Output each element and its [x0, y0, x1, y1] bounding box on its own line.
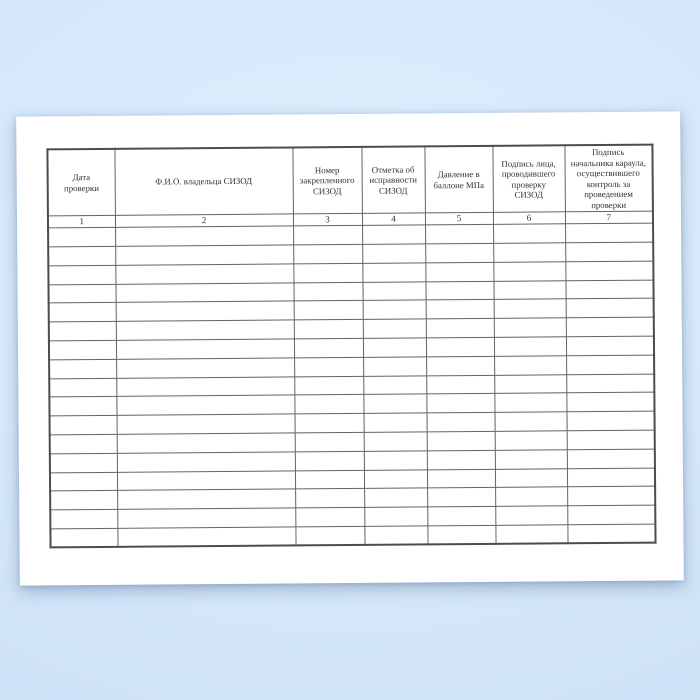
- empty-cell: [117, 471, 295, 491]
- empty-cell: [364, 451, 427, 470]
- empty-cell: [495, 487, 567, 506]
- empty-cell: [294, 376, 363, 395]
- empty-cell: [495, 450, 567, 469]
- empty-cell: [427, 413, 495, 432]
- empty-cell: [425, 281, 493, 300]
- empty-cell: [50, 453, 117, 472]
- empty-cell: [567, 487, 655, 506]
- empty-cell: [294, 357, 363, 376]
- empty-cell: [567, 505, 655, 524]
- empty-cell: [293, 244, 362, 263]
- empty-cell: [50, 416, 117, 435]
- empty-cell: [427, 507, 495, 526]
- empty-cell: [495, 506, 567, 525]
- empty-cell: [425, 243, 493, 262]
- empty-cell: [115, 226, 293, 246]
- empty-cell: [495, 431, 567, 450]
- inspection-log-table: [46, 144, 656, 549]
- empty-cell: [117, 414, 295, 434]
- empty-cell: [295, 508, 364, 527]
- table-row: [50, 524, 655, 548]
- empty-cell: [567, 468, 655, 487]
- empty-cell: [425, 225, 493, 244]
- empty-cell: [494, 393, 566, 412]
- column-number-6: 6: [493, 212, 565, 225]
- empty-cell: [293, 226, 362, 245]
- empty-cell: [364, 432, 427, 451]
- empty-cell: [495, 468, 567, 487]
- column-header-6: Подпись лица, проводившего проверку СИЗОД: [492, 145, 565, 212]
- empty-cell: [49, 397, 116, 416]
- empty-cell: [295, 526, 364, 545]
- empty-cell: [363, 300, 426, 319]
- empty-cell: [426, 375, 494, 394]
- column-header-3: Номер закрепленного СИЗОД: [292, 147, 362, 214]
- empty-cell: [116, 339, 294, 359]
- empty-cell: [116, 301, 294, 321]
- empty-cell: [49, 322, 116, 341]
- log-table-body: [48, 223, 655, 547]
- empty-cell: [295, 489, 364, 508]
- empty-cell: [50, 510, 117, 529]
- empty-cell: [426, 356, 494, 375]
- empty-cell: [295, 451, 364, 470]
- empty-cell: [494, 299, 566, 318]
- empty-cell: [294, 301, 363, 320]
- empty-cell: [49, 359, 116, 378]
- empty-cell: [294, 395, 363, 414]
- empty-cell: [49, 303, 116, 322]
- empty-cell: [117, 527, 295, 547]
- empty-cell: [295, 432, 364, 451]
- empty-cell: [362, 225, 425, 244]
- empty-cell: [427, 431, 495, 450]
- empty-cell: [50, 528, 117, 547]
- column-number-3: 3: [293, 214, 362, 227]
- empty-cell: [294, 338, 363, 357]
- empty-cell: [566, 336, 654, 355]
- empty-cell: [565, 223, 653, 242]
- empty-cell: [49, 340, 116, 359]
- column-header-7: Подпись начальника караула, осуществившего контроль за проведением проверки: [564, 145, 653, 212]
- column-number-4: 4: [362, 213, 425, 225]
- column-number-7: 7: [565, 211, 653, 224]
- empty-cell: [364, 488, 427, 507]
- empty-cell: [49, 378, 116, 397]
- empty-cell: [117, 508, 295, 528]
- column-header-1: Дата проверки: [47, 149, 115, 216]
- empty-cell: [566, 317, 654, 336]
- empty-cell: [116, 395, 294, 415]
- empty-cell: [293, 263, 362, 282]
- empty-cell: [363, 319, 426, 338]
- empty-cell: [48, 246, 115, 265]
- empty-cell: [494, 337, 566, 356]
- empty-cell: [566, 299, 654, 318]
- empty-cell: [364, 507, 427, 526]
- empty-cell: [493, 262, 565, 281]
- empty-cell: [495, 525, 567, 544]
- empty-cell: [567, 524, 655, 543]
- column-number-5: 5: [425, 213, 493, 226]
- empty-cell: [362, 244, 425, 263]
- empty-cell: [116, 320, 294, 340]
- empty-cell: [363, 338, 426, 357]
- empty-cell: [295, 470, 364, 489]
- empty-cell: [494, 318, 566, 337]
- column-number-2: 2: [115, 214, 293, 227]
- empty-cell: [117, 433, 295, 453]
- empty-cell: [48, 265, 115, 284]
- empty-cell: [116, 358, 294, 378]
- empty-cell: [364, 526, 427, 545]
- empty-cell: [117, 452, 295, 472]
- empty-cell: [363, 394, 426, 413]
- column-header-2: Ф.И.О. владельца СИЗОД: [114, 147, 293, 215]
- empty-cell: [117, 489, 295, 509]
- header-label-row: [47, 145, 653, 217]
- column-header-5: Давление в баллоне МПа: [424, 146, 493, 213]
- empty-cell: [565, 280, 653, 299]
- empty-cell: [494, 374, 566, 393]
- column-header-4: Отметка об исправности СИЗОД: [361, 146, 425, 213]
- empty-cell: [48, 228, 115, 247]
- empty-cell: [566, 374, 654, 393]
- empty-cell: [567, 449, 655, 468]
- empty-cell: [493, 224, 565, 243]
- empty-cell: [427, 525, 495, 544]
- empty-cell: [427, 488, 495, 507]
- empty-cell: [494, 356, 566, 375]
- empty-cell: [426, 394, 494, 413]
- empty-cell: [115, 245, 293, 265]
- empty-cell: [363, 357, 426, 376]
- empty-cell: [427, 450, 495, 469]
- empty-cell: [426, 319, 494, 338]
- empty-cell: [567, 430, 655, 449]
- column-number-1: 1: [48, 216, 115, 229]
- empty-cell: [364, 413, 427, 432]
- empty-cell: [566, 355, 654, 374]
- empty-cell: [566, 393, 654, 412]
- empty-cell: [364, 470, 427, 489]
- empty-cell: [493, 243, 565, 262]
- empty-cell: [48, 284, 115, 303]
- empty-cell: [50, 434, 117, 453]
- empty-cell: [426, 337, 494, 356]
- empty-cell: [50, 491, 117, 510]
- empty-cell: [493, 280, 565, 299]
- empty-cell: [567, 411, 655, 430]
- empty-cell: [427, 469, 495, 488]
- empty-cell: [115, 283, 293, 303]
- empty-cell: [50, 472, 117, 491]
- empty-cell: [426, 300, 494, 319]
- empty-cell: [116, 377, 294, 397]
- empty-cell: [565, 242, 653, 261]
- empty-cell: [294, 320, 363, 339]
- document-page: [16, 111, 684, 585]
- empty-cell: [362, 263, 425, 282]
- empty-cell: [115, 264, 293, 284]
- empty-cell: [363, 376, 426, 395]
- empty-cell: [565, 261, 653, 280]
- empty-cell: [293, 282, 362, 301]
- empty-cell: [495, 412, 567, 431]
- empty-cell: [362, 282, 425, 301]
- empty-cell: [295, 414, 364, 433]
- empty-cell: [425, 262, 493, 281]
